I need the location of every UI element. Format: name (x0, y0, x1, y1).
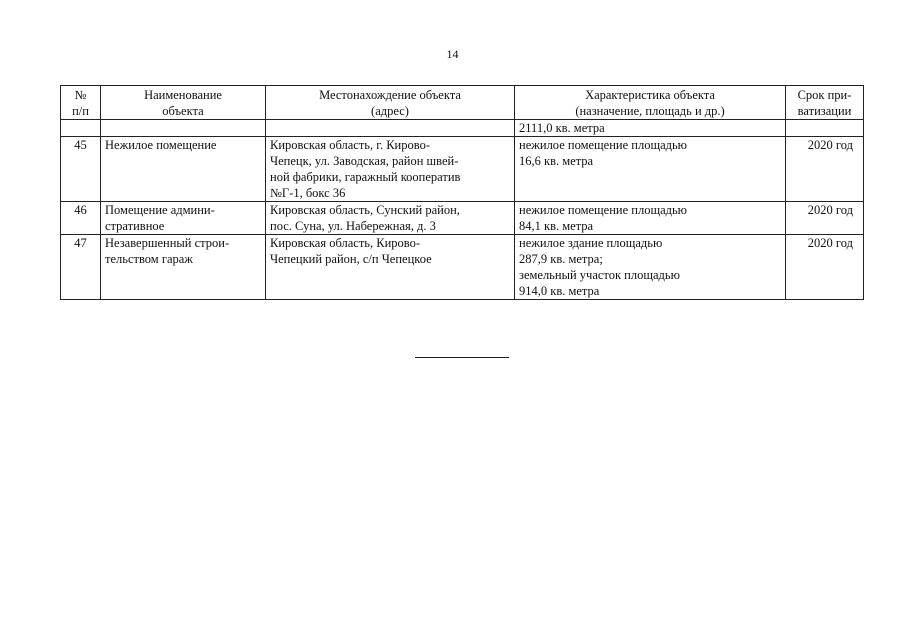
end-separator-line (415, 357, 509, 358)
cell-num: 47 (61, 235, 101, 300)
cell-address: Кировская область, Сунский район, пос. Суна, ул. Набережная, д. 3 (266, 202, 515, 235)
table-row (61, 235, 864, 300)
cell-term: 2020 год (786, 202, 864, 235)
table-row-continuation (61, 120, 864, 137)
header-address: Местонахождение объекта (адрес) (266, 86, 515, 120)
table-row (61, 137, 864, 202)
header-term: Срок при- ватизации (786, 86, 864, 120)
cell-characteristics: нежилое здание площадью 287,9 кв. метра; земельный участок площадью 914,0 кв. метра (515, 235, 786, 300)
header-name: Наименование объекта (101, 86, 266, 120)
cell-address: Кировская область, г. Кирово- Чепецк, ул. Заводская, район швей- ной фабрики, гаражный кооператив №Г-1, бокс 36 (266, 137, 515, 202)
cell-name: Нежилое помещение (101, 137, 266, 202)
cell-characteristics: 2111,0 кв. метра (515, 120, 786, 137)
header-num: № п/п (61, 86, 101, 120)
header-row (61, 86, 864, 120)
table-row (61, 202, 864, 235)
table-body (61, 120, 864, 300)
cell-name: Помещение админи- стративное (101, 202, 266, 235)
privatization-table (60, 85, 864, 300)
cell-term: 2020 год (786, 235, 864, 300)
table-header (61, 86, 864, 120)
cell-name (101, 120, 266, 137)
cell-address (266, 120, 515, 137)
cell-term (786, 120, 864, 137)
cell-num: 45 (61, 137, 101, 202)
header-characteristics: Характеристика объекта (назначение, площадь и др.) (515, 86, 786, 120)
cell-address: Кировская область, Кирово- Чепецкий район, с/п Чепецкое (266, 235, 515, 300)
cell-num: 46 (61, 202, 101, 235)
page-number: 14 (446, 47, 459, 61)
cell-name: Незавершенный строи- тельством гараж (101, 235, 266, 300)
cell-term: 2020 год (786, 137, 864, 202)
cell-num (61, 120, 101, 137)
cell-characteristics: нежилое помещение площадью 84,1 кв. метра (515, 202, 786, 235)
cell-characteristics: нежилое помещение площадью 16,6 кв. метра (515, 137, 786, 202)
